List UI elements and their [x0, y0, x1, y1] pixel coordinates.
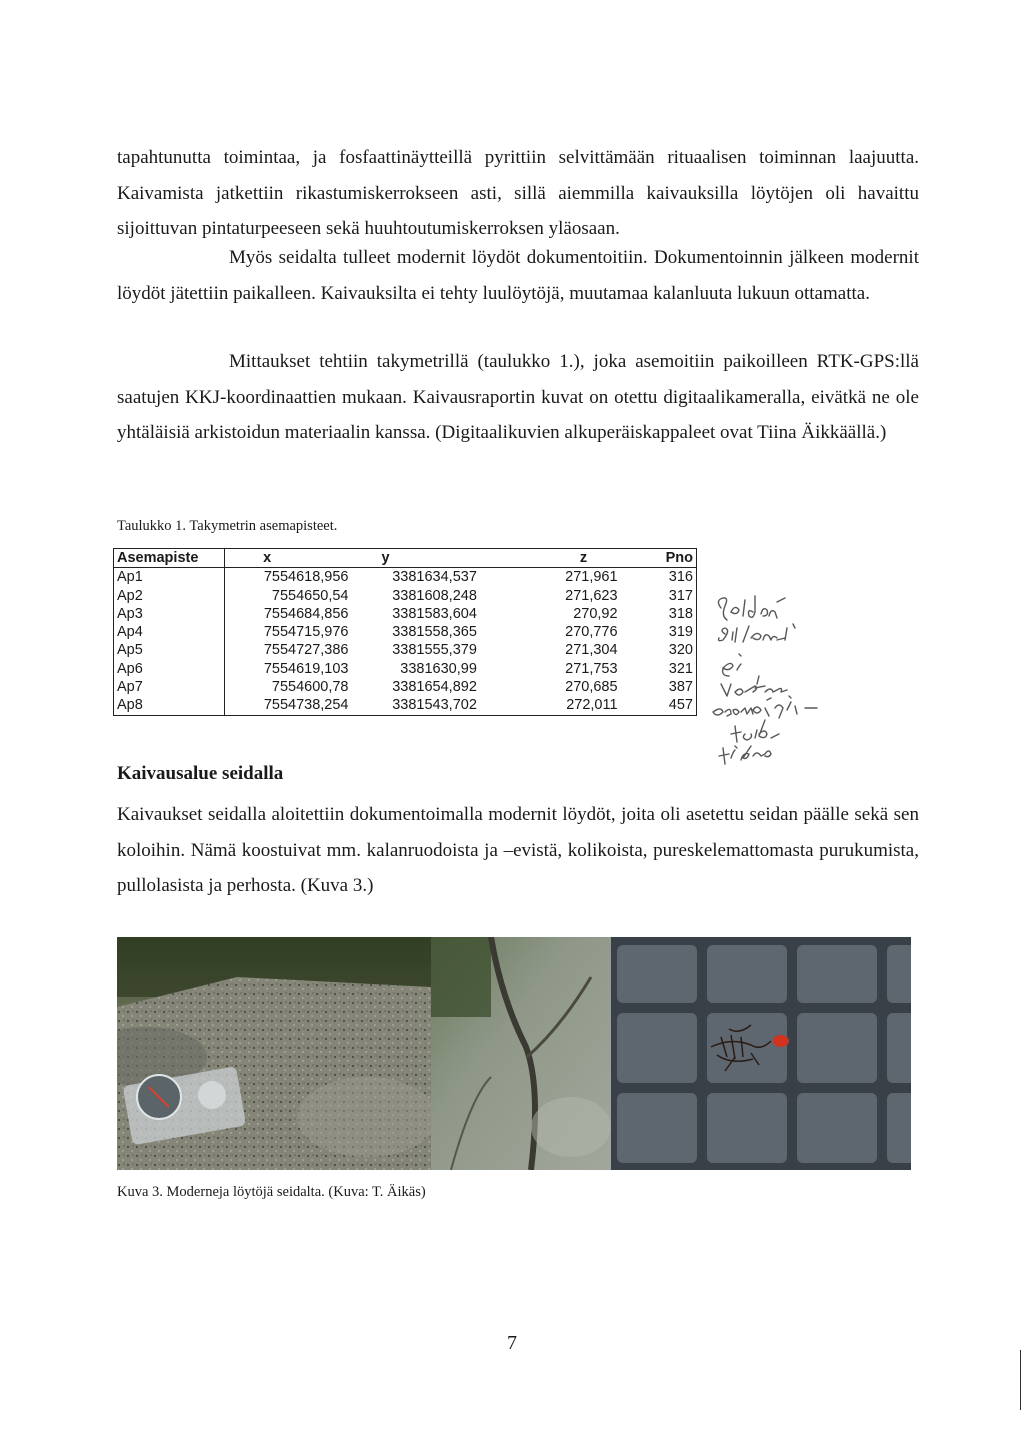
header-pno: Pno: [621, 549, 697, 568]
cell-z: 271,961: [565, 569, 618, 586]
paragraph-1: tapahtunutta toimintaa, ja fosfaattinäytteillä pyrittiin selvittämään rituaalisen toiminnan laajuutta. Kaivamista jatkettiin rikastumiskerrokseen asti, sillä aiemmilla kaivauksilla löytöjen oli havaittu sijoittuvan pintaturpeeseen sekä huuhtoutumiskerroksen yläosaan.: [117, 147, 919, 239]
cell-z: 272,011: [566, 697, 618, 714]
table-row: [114, 568, 697, 587]
cell-station: Ap2: [114, 587, 225, 605]
cell-station: Ap4: [114, 623, 225, 641]
header-asemapiste: Asemapiste: [114, 549, 225, 568]
cell-y: 3381558,365: [392, 624, 477, 641]
cell-pno: 321: [668, 660, 693, 677]
cell-x: 7554715,976: [263, 624, 349, 641]
cell-station: Ap7: [114, 678, 225, 696]
red-object: [773, 1035, 789, 1047]
paragraph-2: [117, 240, 919, 311]
cell-y: 3381555,379: [392, 642, 477, 659]
table-row: [114, 623, 697, 641]
cell-y: 3381634,537: [392, 569, 477, 586]
table-header-row: [114, 549, 697, 568]
scan-edge-line: [1020, 1350, 1021, 1410]
cell-z: 271,623: [565, 587, 618, 604]
photo-rock-with-compass: [117, 937, 431, 1170]
table-caption: Taulukko 1. Takymetrin asemapisteet.: [117, 518, 338, 534]
cell-pno: 318: [668, 605, 693, 622]
cell-station: Ap8: [114, 696, 225, 715]
header-z: z: [480, 549, 621, 568]
cell-z: 270,685: [565, 679, 618, 696]
table-row: [114, 660, 697, 678]
cell-x: 7554684,856: [263, 605, 349, 622]
table-row: [114, 696, 697, 715]
cell-z: 271,753: [565, 660, 618, 677]
table-row: [114, 605, 697, 623]
cell-station: Ap5: [114, 641, 225, 659]
figure-caption: Kuva 3. Moderneja löytöjä seidalta. (Kuva: T. Äikäs): [117, 1184, 426, 1200]
paragraph-3: [117, 344, 919, 451]
cell-pno: 387: [668, 679, 693, 696]
cell-x: 7554650,54: [271, 587, 349, 604]
cell-pno: 316: [668, 569, 693, 586]
cell-pno: 317: [668, 587, 693, 604]
cell-z: 270,776: [565, 624, 618, 641]
header-y: y: [351, 549, 479, 568]
cell-x: 7554727,386: [263, 642, 349, 659]
table-row: [114, 678, 697, 696]
cell-pno: 457: [668, 697, 693, 714]
paragraph-3-text: Mittaukset tehtiin takymetrillä (taulukko 1.), joka asemoitiin paikoilleen RTK-GPS:llä saatujen KKJ-koordinaattien mukaan. Kaivausraportin kuvat on otettu digitaalikameralla, eivätkä ne ole yhtäläisiä arkistoidun materiaalin kanssa. (Digitaalikuvien alkuperäiskappaleet ovat Tiina Äikkäällä.): [117, 351, 919, 443]
paragraph-2-text: Myös seidalta tulleet modernit löydöt dokumentoitiin. Dokumentoinnin jälkeen modernit löydöt jätettiin paikalleen. Kaivauksilta ei tehty luulöytöjä, muutamaa kalanluuta lukuun ottamatta.: [117, 247, 919, 304]
table-row: [114, 641, 697, 659]
station-table: [113, 548, 697, 716]
header-x: x: [225, 549, 352, 568]
cell-x: 7554619,103: [263, 660, 349, 677]
cell-station: Ap1: [114, 568, 225, 587]
cell-x: 7554618,956: [263, 569, 349, 586]
paragraph-4: Kaivaukset seidalla aloitettiin dokumentoimalla modernit löydöt, joita oli asetettu seidan päälle sekä sen koloihin. Nämä koostuivat mm. kalanruodoista ja –evistä, kolikoista, pureskelemattomasta purukumista, pullolasista ja perhosta. (Kuva 3.): [117, 804, 919, 896]
photo-rock-crack: [431, 937, 611, 1170]
cell-y: 3381630,99: [400, 660, 477, 677]
cell-y: 3381543,702: [392, 697, 477, 714]
figure-photos: [117, 937, 911, 1170]
cell-y: 3381583,604: [392, 605, 477, 622]
cell-x: 7554600,78: [271, 679, 349, 696]
cell-pno: 320: [668, 642, 693, 659]
page-number: 7: [507, 1332, 517, 1354]
cell-z: 271,304: [565, 642, 618, 659]
handwritten-note: [705, 588, 905, 773]
photo-finds-on-tray: [611, 937, 911, 1170]
section-heading: Kaivausalue seidalla: [117, 763, 284, 784]
cell-station: Ap6: [114, 660, 225, 678]
cell-y: 3381654,892: [392, 679, 477, 696]
cell-y: 3381608,248: [392, 587, 477, 604]
cell-z: 270,92: [573, 605, 618, 622]
cell-x: 7554738,254: [263, 697, 349, 714]
table-row: [114, 587, 697, 605]
cell-pno: 319: [668, 624, 693, 641]
cell-station: Ap3: [114, 605, 225, 623]
